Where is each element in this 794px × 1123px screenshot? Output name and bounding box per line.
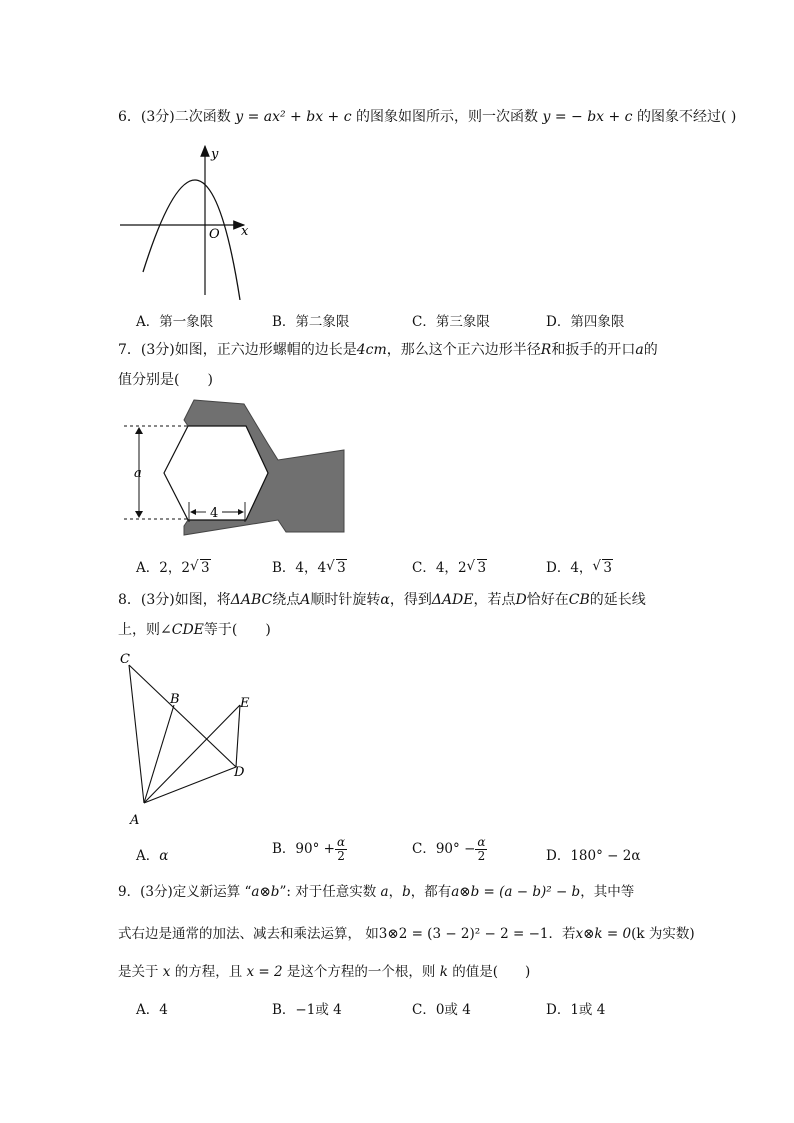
option-text: 4， [435, 560, 458, 576]
question-6-stem [118, 110, 736, 124]
wrench-hexagon-figure [118, 398, 358, 538]
label-b: B [170, 692, 180, 707]
question-8-stem-line2 [118, 623, 271, 637]
option-text: 4 [159, 1002, 168, 1018]
numerator: α [477, 835, 486, 849]
otimes-symbol: ⊗ [387, 926, 399, 942]
radicand: 3 [337, 560, 346, 576]
question-7-stem-line2 [118, 373, 213, 387]
option-d[interactable] [546, 310, 624, 330]
option-c[interactable] [412, 998, 471, 1018]
option-text: 2， [159, 560, 182, 576]
segment-ca [129, 665, 144, 803]
stem-text: 的图象如图所示，则一次函数 [356, 109, 539, 125]
otimes-symbol: ⊗ [259, 884, 271, 900]
stem-text: ．若 [548, 926, 576, 942]
stem-text: 和扳手的开口 [551, 342, 636, 358]
parabola-graph [110, 140, 260, 300]
stem-text: 二次函数 [174, 109, 231, 125]
option-letter: A． [136, 560, 160, 576]
x-axis-label: x [241, 224, 249, 239]
option-letter: D． [546, 848, 571, 864]
opening-var: a [635, 342, 644, 358]
question-number: 8．(3分) [118, 592, 175, 608]
option-b[interactable] [272, 556, 347, 576]
question-9-stem-line3 [118, 966, 530, 980]
option-coef: 2 [181, 560, 190, 576]
linear-equation: y = − bx + c [542, 109, 633, 125]
radicand: 3 [603, 560, 613, 576]
option-text: 4， [570, 560, 593, 576]
var-x: x [162, 964, 171, 980]
question-9-options [136, 998, 696, 1018]
option-letter: B． [272, 314, 296, 330]
segment-ae [144, 705, 240, 803]
sqrt-symbol [467, 560, 488, 576]
origin-label: O [209, 227, 220, 242]
y-axis-label: y [211, 147, 219, 162]
stem-text: ，那么这个正六边形半径 [386, 342, 541, 358]
option-c[interactable] [412, 310, 490, 330]
option-d[interactable] [546, 844, 640, 864]
option-text: 第一象限 [159, 314, 214, 330]
option-b[interactable] [272, 836, 347, 863]
option-d[interactable] [546, 998, 605, 1018]
segment-cd [129, 665, 236, 767]
question-number: 9．(3分) [118, 884, 173, 900]
segment-ad [144, 767, 236, 803]
option-text: 0或 4 [435, 1002, 471, 1018]
option-c[interactable] [412, 556, 487, 576]
question-8-stem-line1 [118, 593, 646, 607]
example-lhs: 3 [378, 926, 388, 942]
question-number: 6．(3分) [118, 109, 175, 125]
rotation-figure [112, 648, 272, 830]
stem-text: 的 [643, 342, 658, 358]
option-b[interactable] [272, 998, 342, 1018]
option-text: 第二象限 [295, 314, 350, 330]
stem-text: ，若点 [473, 592, 516, 608]
stem-text: ，都有 [410, 884, 452, 900]
stem-text: 如图，正六边形螺帽的边长是 [174, 342, 357, 358]
side-length-label: 4 [210, 506, 219, 521]
segment-cb: CB [568, 592, 590, 608]
option-text: 第四象限 [570, 314, 625, 330]
alpha: α [380, 592, 390, 608]
arrow-down [135, 511, 143, 518]
option-letter: B． [272, 1002, 296, 1018]
var-b: b [270, 884, 280, 900]
stem-text: ”: 对于任意实数 [279, 884, 377, 900]
var-a: a [451, 884, 460, 900]
root-equation: x = 2 [246, 964, 283, 980]
point-a: A [300, 592, 311, 608]
option-text: 180° − 2α [570, 848, 641, 864]
option-letter: B． [272, 560, 296, 576]
option-letter: C． [412, 314, 436, 330]
stem-text: 恰好在 [526, 592, 569, 608]
var-b: b [402, 884, 411, 900]
option-letter: B． [272, 841, 296, 858]
option-letter: C． [412, 1002, 436, 1018]
denominator: 2 [477, 849, 486, 864]
option-text: 90° + [295, 841, 335, 858]
label-d: D [234, 765, 245, 780]
option-letter: A． [136, 848, 160, 864]
stem-text: 式右边是通常的加法、减去和乘法运算， 如 [118, 926, 379, 942]
segment-ed [236, 705, 240, 767]
option-letter: D． [546, 1002, 571, 1018]
question-9-stem-line2 [118, 928, 695, 942]
var-x: x [575, 926, 584, 942]
stem-text: 值分别是( ) [118, 372, 213, 388]
stem-text: 是这个方程的一个根，则 [286, 964, 436, 980]
quadratic-equation: y = ax² + bx + c [235, 109, 352, 125]
var-k: k [439, 964, 448, 980]
stem-text: 的延长线 [589, 592, 646, 608]
option-text: 90° − [435, 841, 476, 858]
option-coef: 2 [457, 560, 467, 576]
stem-text: 等于( ) [203, 622, 271, 638]
option-a[interactable] [136, 844, 168, 864]
triangle-ade: ΔADE [431, 592, 474, 608]
parabola-curve [143, 180, 240, 300]
option-letter: C． [412, 841, 436, 858]
stem-text: 的方程，且 [174, 964, 243, 980]
option-letter: A． [136, 1002, 160, 1018]
sqrt-symbol [326, 560, 347, 576]
question-7-stem-line1 [118, 343, 658, 357]
question-9-stem-line1 [118, 886, 634, 900]
question-7-options [136, 556, 696, 574]
stem-text: (k 为实数) [631, 926, 695, 942]
option-a[interactable] [136, 310, 213, 330]
stem-text: 如图，将 [174, 592, 231, 608]
option-b[interactable] [272, 310, 349, 330]
stem-text: ，得到 [389, 592, 432, 608]
sqrt-symbol [592, 560, 613, 576]
triangle-abc: ΔABC [230, 592, 273, 608]
stem-text: 绕点 [272, 592, 301, 608]
radius-var: R [540, 342, 552, 358]
option-text: −1或 4 [295, 1002, 342, 1018]
sqrt-symbol [190, 560, 211, 576]
arrow-up [135, 427, 143, 434]
radicand: 3 [200, 560, 210, 576]
fraction [475, 836, 487, 863]
option-text: 4， [295, 560, 318, 576]
option-d[interactable] [546, 556, 613, 576]
equation-rhs: k = 0 [594, 926, 632, 942]
option-text: 1或 4 [570, 1002, 606, 1018]
a-label: a [134, 466, 142, 481]
question-8-options [136, 836, 696, 872]
stem-text: ，其中等 [580, 884, 635, 900]
point-d: D [515, 592, 527, 608]
question-6-options [136, 310, 696, 330]
option-letter: C． [412, 560, 436, 576]
var-a: a [251, 884, 260, 900]
stem-text: 顺时针旋转 [310, 592, 381, 608]
option-letter: D． [546, 560, 571, 576]
stem-text: 是关于 [118, 964, 159, 980]
stem-text: 定义新运算 “ [172, 884, 252, 900]
otimes-symbol: ⊗ [583, 926, 595, 942]
fraction [335, 836, 347, 863]
angle-cde: ∠CDE [160, 622, 204, 638]
radicand: 3 [477, 560, 487, 576]
option-text: α [159, 848, 169, 864]
label-e: E [240, 696, 250, 711]
stem-text: 上，则 [118, 622, 160, 638]
option-a[interactable] [136, 556, 211, 576]
side-length: 4cm [356, 342, 387, 358]
example-rhs: 2 = (3 − 2)² − 2 = −1 [398, 926, 549, 942]
option-letter: D． [546, 314, 571, 330]
option-coef: 4 [317, 560, 327, 576]
option-c[interactable] [412, 836, 487, 863]
denominator: 2 [337, 849, 345, 864]
numerator: α [336, 835, 346, 849]
stem-text: 的图象不经过( ) [636, 109, 737, 125]
comma: ， [388, 884, 403, 900]
var-a: a [380, 884, 389, 900]
option-letter: A． [136, 314, 160, 330]
option-text: 第三象限 [435, 314, 490, 330]
otimes-symbol: ⊗ [459, 884, 471, 900]
stem-text: 的值是( ) [452, 964, 531, 980]
option-a[interactable] [136, 998, 168, 1018]
question-number: 7．(3分) [118, 342, 175, 358]
definition-rhs: b = (a − b)² − b [470, 884, 581, 900]
label-c: C [120, 652, 130, 667]
label-a: A [130, 813, 140, 828]
